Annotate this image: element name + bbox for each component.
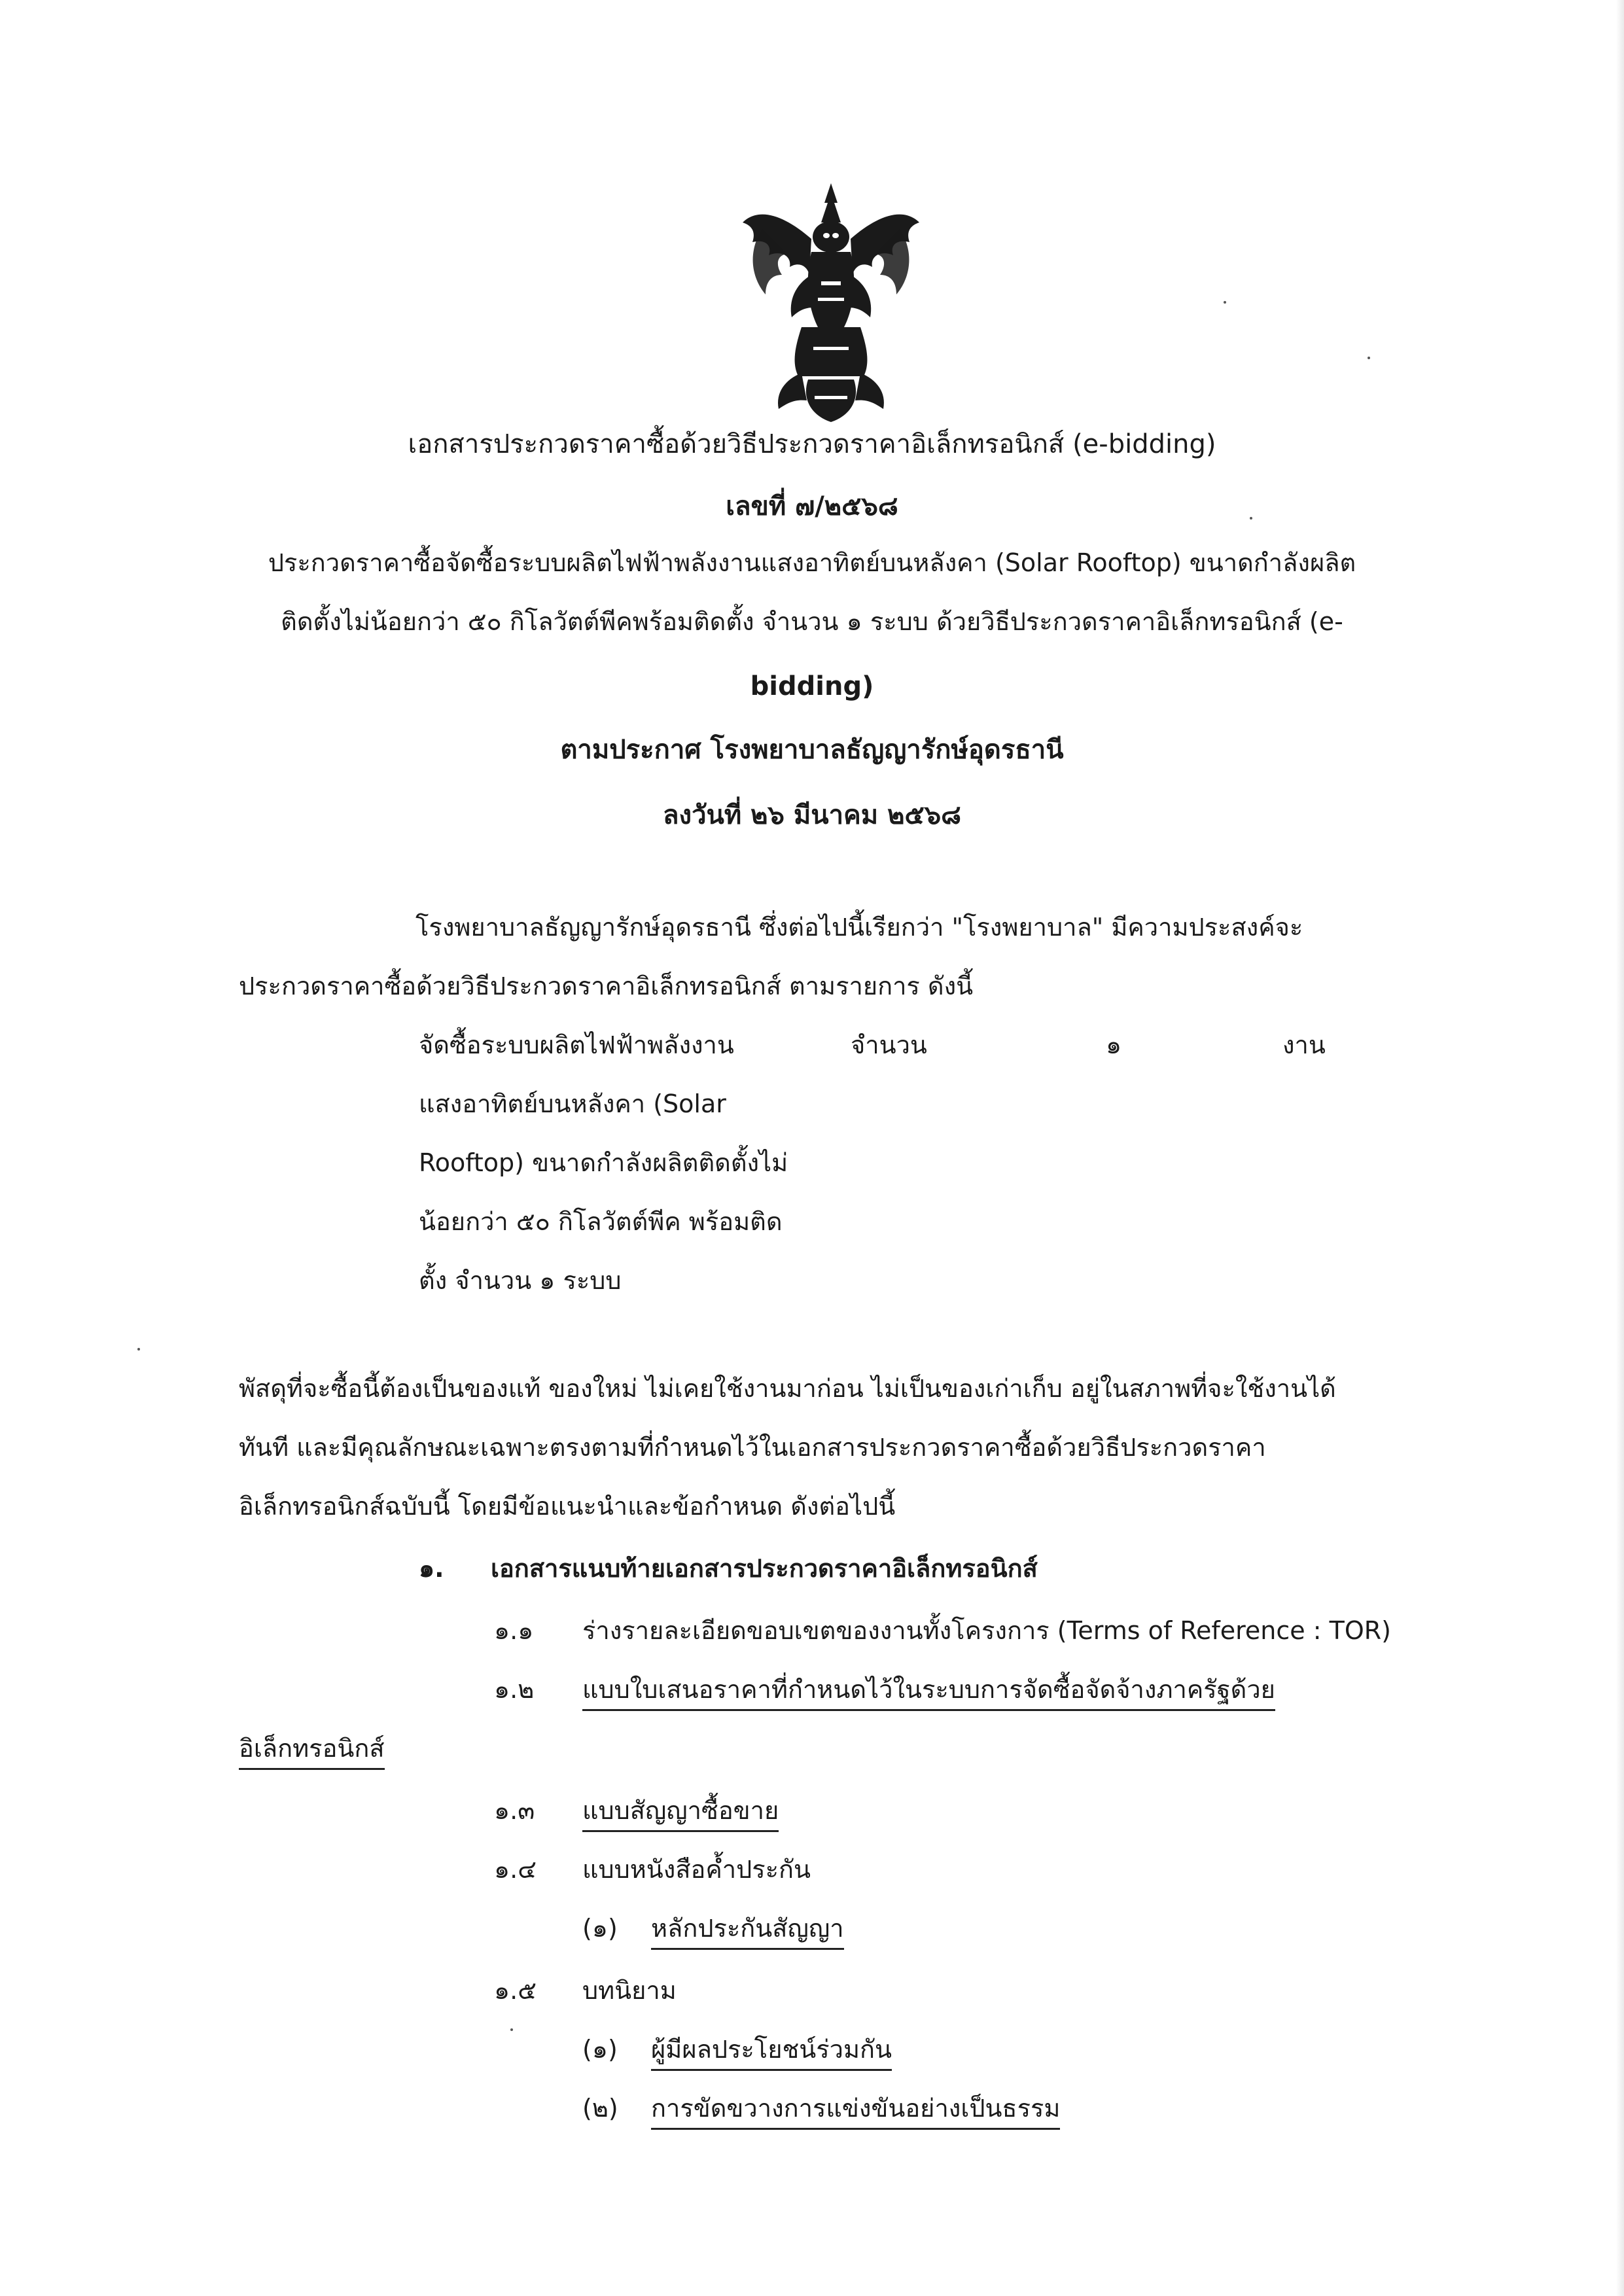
section-item-number: ๑.๑ [494,1616,534,1645]
section-item-number: ๑.๕ [494,1976,537,2005]
section-item-text: แบบใบเสนอราคาที่กำหนดไว้ในระบบการจัดซื้อจัดจ้างภาครัฐด้วย [582,1675,1275,1711]
sub-item-number: (๒) [582,2094,618,2123]
item-description-line: ตั้ง จำนวน ๑ ระบบ [419,1266,622,1295]
scan-speck [1368,357,1370,359]
document-number: เลขที่ ๗/๒๕๖๘ [726,491,898,521]
scan-edge [1616,0,1624,2296]
subject-line-2: ติดตั้งไม่น้อยกว่า ๕๐ กิโลวัตต์พีคพร้อมติดตั้ง จำนวน ๑ ระบบ ด้วยวิธีประกวดราคาอิเล็กทรอนิกส์ (e- [281,607,1343,636]
section-item-number: ๑.๒ [494,1675,535,1704]
section-item-text: ร่างรายละเอียดขอบเขตของงานทั้งโครงการ (Terms of Reference : TOR) [582,1616,1391,1645]
item-description-line: แสงอาทิตย์บนหลังคา (Solar [419,1089,726,1118]
sub-item-number: (๑) [582,2035,618,2064]
conditions-line-2: ทันที และมีคุณลักษณะเฉพาะตรงตามที่กำหนดไว้ในเอกสารประกวดราคาซื้อด้วยวิธีประกวดราคา [239,1433,1266,1462]
scan-speck [137,1348,140,1351]
section-item-number: ๑.๔ [494,1855,537,1884]
conditions-line-1: พัสดุที่จะซื้อนี้ต้องเป็นของแท้ ของใหม่ ไม่เคยใช้งานมาก่อน ไม่เป็นของเก่าเก็บ อยู่ในสภาพที่จะใช้งานได้ [239,1374,1336,1403]
section-1-number: ๑. [419,1554,444,1583]
sub-item-number: (๑) [582,1914,618,1943]
item-description-line: น้อยกว่า ๕๐ กิโลวัตต์พีค พร้อมติด [419,1207,783,1236]
announcement-date: ลงวันที่ ๒๖ มีนาคม ๒๕๖๘ [663,800,961,830]
subject-line-1: ประกวดราคาซื้อจัดซื้อระบบผลิตไฟฟ้าพลังงานแสงอาทิตย์บนหลังคา (Solar Rooftop) ขนาดกำลังผลิต [268,548,1356,577]
item-description-line: จัดซื้อระบบผลิตไฟฟ้าพลังงาน [419,1031,734,1059]
item-quantity: ๑ [1106,1031,1122,1059]
announcement-line: ตามประกาศ โรงพยาบาลธัญญารักษ์อุดรธานี [560,735,1064,765]
garuda-emblem [730,177,932,425]
scan-speck [1224,301,1226,304]
sub-item-text: ผู้มีผลประโยชน์ร่วมกัน [651,2035,892,2071]
subject-line-3: bidding) [750,671,874,701]
document-title: เอกสารประกวดราคาซื้อด้วยวิธีประกวดราคาอิเล็กทรอนิกส์ (e-bidding) [408,429,1216,459]
section-item-text: แบบสัญญาซื้อขาย [582,1796,779,1832]
intro-line-1: โรงพยาบาลธัญญารักษ์อุดรธานี ซึ่งต่อไปนี้เรียกว่า "โรงพยาบาล" มีความประสงค์จะ [415,913,1303,942]
sub-item-text: หลักประกันสัญญา [651,1914,844,1950]
section-item-number: ๑.๓ [494,1796,535,1825]
section-item-text: บทนิยาม [582,1976,677,2005]
scan-speck [510,2028,513,2031]
item-unit: งาน [1282,1031,1326,1059]
section-item-continuation: อิเล็กทรอนิกส์ [239,1734,385,1770]
scan-speck [1250,517,1252,520]
conditions-line-3: อิเล็กทรอนิกส์ฉบับนี้ โดยมีข้อแนะนำและข้อกำหนด ดังต่อไปนี้ [239,1492,896,1521]
section-1-heading: เอกสารแนบท้ายเอกสารประกวดราคาอิเล็กทรอนิกส์ [491,1554,1038,1583]
item-description-line: Rooftop) ขนาดกำลังผลิตติดตั้งไม่ [419,1148,788,1177]
sub-item-text: การขัดขวางการแข่งขันอย่างเป็นธรรม [651,2094,1060,2130]
item-quantity-label: จำนวน [851,1031,927,1059]
intro-line-2: ประกวดราคาซื้อด้วยวิธีประกวดราคาอิเล็กทรอนิกส์ ตามรายการ ดังนี้ [239,972,974,1000]
section-item-text: แบบหนังสือค้ำประกัน [582,1855,811,1884]
